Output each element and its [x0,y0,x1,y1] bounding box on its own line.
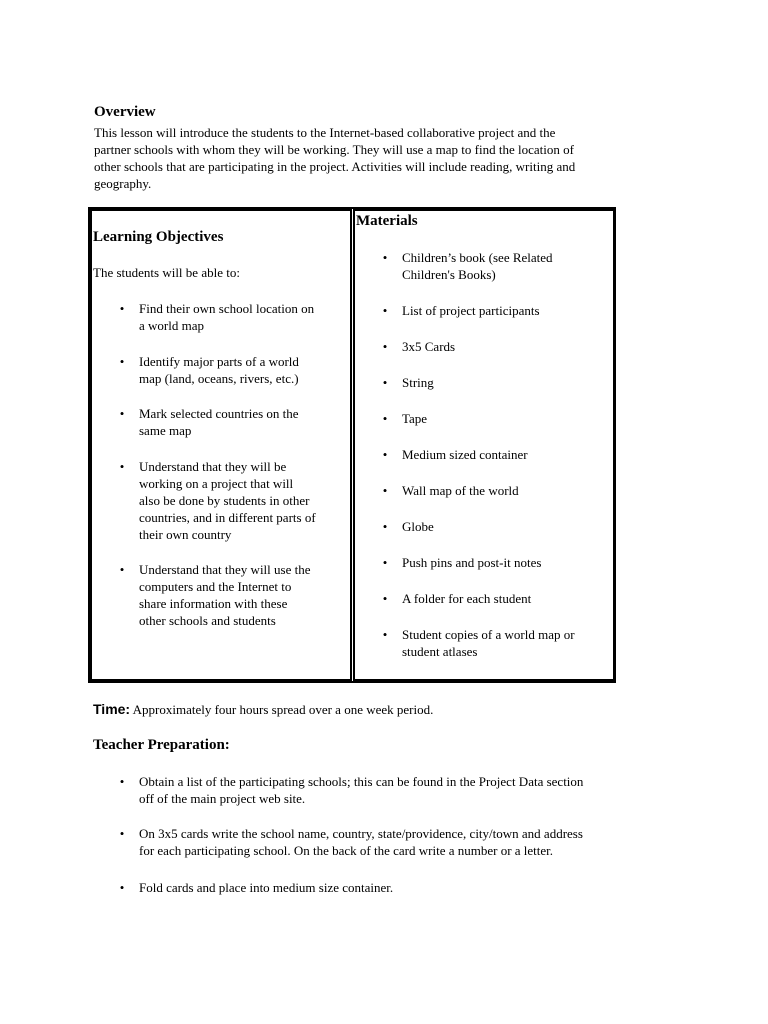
bullet-icon: • [119,406,125,421]
objectives-intro: The students will be able to: [93,265,240,280]
overview-line: other schools that are participating in the project. Activities will include reading, writing and [94,159,576,174]
material-item-line: Globe [402,519,434,534]
material-item-line: A folder for each student [402,591,532,606]
bullet-icon: • [119,826,125,841]
objective-item-line: a world map [139,318,204,333]
objective-item-line: Understand that they will be [139,459,287,474]
objective-item-line: Find their own school location on [139,301,315,316]
prep-item [119,879,394,896]
prep-item [119,773,584,807]
bullet-icon: • [119,880,125,895]
material-item [382,554,542,571]
material-item-line: Children’s book (see Related [402,250,553,265]
material-item [382,374,434,391]
objective-item [119,353,299,387]
material-item-line: Medium sized container [402,447,528,462]
overview-heading: Overview [94,104,156,120]
objective-item-line: Understand that they will use the [139,562,311,577]
overview-line: This lesson will introduce the students to the Internet-based collaborative project and the [94,125,556,140]
bullet-icon: • [382,375,388,390]
prep-item-line: off of the main project web site. [139,791,306,806]
material-item [382,518,434,535]
material-item [382,482,519,499]
bullet-icon: • [382,411,388,426]
objective-item-line: countries, and in different parts of [139,510,316,525]
material-item [382,626,575,660]
objective-item-line: other schools and students [139,613,276,628]
objective-item [119,458,316,543]
material-item-line: List of project participants [402,303,540,318]
objective-item [119,405,299,439]
time-text: Approximately four hours spread over a one week period. [132,702,434,717]
bullet-icon: • [382,339,388,354]
objective-item [119,561,311,629]
prep-item-line: Obtain a list of the participating schools; this can be found in the Project Data section [139,774,584,789]
material-item-line: Children's Books) [402,267,496,282]
bullet-icon: • [382,519,388,534]
overview-line: geography. [94,176,152,191]
bullet-icon: • [119,459,125,474]
objective-item-line: also be done by students in other [139,493,310,508]
objective-item-line: same map [139,423,192,438]
bullet-icon: • [119,774,125,789]
prep-item-line: for each participating school. On the back of the card write a number or a letter. [139,843,554,858]
prep-item [119,825,583,859]
bullet-icon: • [382,447,388,462]
material-item [382,590,532,607]
material-item-line: Tape [402,411,428,426]
prep-item-line: On 3x5 cards write the school name, country, state/providence, city/town and address [139,826,583,841]
time-label: Time: [93,701,131,717]
bullet-icon: • [382,555,388,570]
teacher-preparation-heading: Teacher Preparation: [93,737,230,753]
objective-item-line: Identify major parts of a world [139,354,299,369]
bullet-icon: • [382,627,388,642]
material-item [382,446,528,463]
bullet-icon: • [382,591,388,606]
material-item-line: Push pins and post-it notes [402,555,542,570]
objective-item-line: computers and the Internet to [139,579,292,594]
bullet-icon: • [382,250,388,265]
objective-item-line: share information with these [139,596,288,611]
material-item [382,302,540,319]
objective-item-line: working on a project that will [139,476,294,491]
objective-item-line: map (land, oceans, rivers, etc.) [139,371,299,386]
material-item-line: 3x5 Cards [402,339,456,354]
material-item [382,410,428,427]
material-item-line: Wall map of the world [402,483,519,498]
material-item [382,249,553,283]
bullet-icon: • [119,354,125,369]
overview-paragraph [94,124,684,192]
bullet-icon: • [382,303,388,318]
material-item-line: Student copies of a world map or [402,627,575,642]
prep-item-line: Fold cards and place into medium size container. [139,880,394,895]
material-item-line: student atlases [402,644,478,659]
objective-item-line: Mark selected countries on the [139,406,299,421]
objective-item [119,300,315,334]
overview-line: partner schools with whom they will be working. They will use a map to find the location of [94,142,574,157]
objective-item-line: their own country [139,527,232,542]
material-item [382,338,456,355]
time-row [93,701,433,718]
bullet-icon: • [119,301,125,316]
material-item-line: String [402,375,434,390]
bullet-icon: • [382,483,388,498]
materials-heading: Materials [356,213,418,229]
learning-objectives-heading: Learning Objectives [93,229,224,245]
bullet-icon: • [119,562,125,577]
